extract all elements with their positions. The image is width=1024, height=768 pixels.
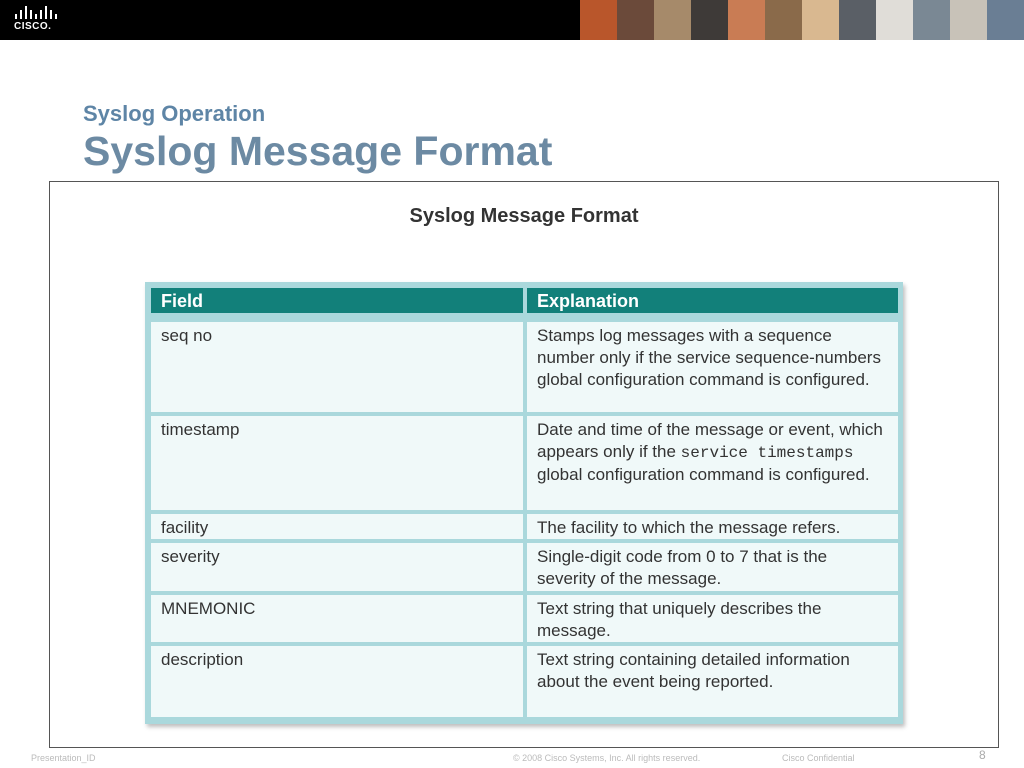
table-row <box>151 514 898 539</box>
field-cell: seq no <box>151 322 523 412</box>
header-photo <box>913 0 950 40</box>
header-photo <box>580 0 617 40</box>
header-photo <box>987 0 1024 40</box>
footer-copyright: © 2008 Cisco Systems, Inc. All rights reserved. <box>513 753 701 763</box>
top-banner <box>0 0 1024 40</box>
table-row <box>151 322 898 412</box>
footer-presentation-id: Presentation_ID <box>31 753 96 763</box>
header-photo <box>802 0 839 40</box>
header-photo <box>950 0 987 40</box>
table-row <box>151 543 898 591</box>
field-cell: MNEMONIC <box>151 595 523 642</box>
header-photo <box>654 0 691 40</box>
field-cell: severity <box>151 543 523 591</box>
field-cell: timestamp <box>151 416 523 510</box>
explanation-cell: Text string that uniquely describes the message. <box>527 595 898 642</box>
header-photo <box>876 0 913 40</box>
table-row <box>151 646 898 717</box>
slide-subtitle: Syslog Operation <box>83 101 266 126</box>
explanation-cell: Text string containing detailed information about the event being reported. <box>527 646 898 717</box>
table-row <box>151 595 898 642</box>
header-photo <box>728 0 765 40</box>
footer-confidential: Cisco Confidential <box>782 753 855 763</box>
field-cell: description <box>151 646 523 717</box>
figure-title: Syslog Message Format <box>409 205 639 227</box>
column-header-field: Field <box>151 288 523 313</box>
command-code: service timestamps <box>680 444 854 462</box>
header-photo <box>839 0 876 40</box>
header-photo <box>691 0 728 40</box>
field-cell: facility <box>151 514 523 539</box>
header-photo <box>617 0 654 40</box>
table-row <box>151 416 898 510</box>
table-header-row <box>151 288 898 313</box>
page-number: 8 <box>979 748 986 762</box>
syslog-format-table <box>145 282 903 724</box>
explanation-cell: The facility to which the message refers. <box>527 514 898 539</box>
explanation-text: Date and time of the message or event, which appears only if the <box>537 420 883 461</box>
explanation-cell: Single-digit code from 0 to 7 that is the severity of the message. <box>527 543 898 591</box>
explanation-cell <box>527 416 898 510</box>
cisco-wordmark: CISCO. <box>14 21 52 32</box>
column-header-explanation: Explanation <box>527 288 898 313</box>
explanation-cell: Stamps log messages with a sequence number only if the service sequence-numbers global configuration command is configured. <box>527 322 898 412</box>
header-photo <box>765 0 802 40</box>
explanation-text: global configuration command is configured. <box>537 465 870 484</box>
slide-title: Syslog Message Format <box>83 128 553 174</box>
header-photo-strip <box>580 0 1024 40</box>
content-frame <box>49 181 999 748</box>
